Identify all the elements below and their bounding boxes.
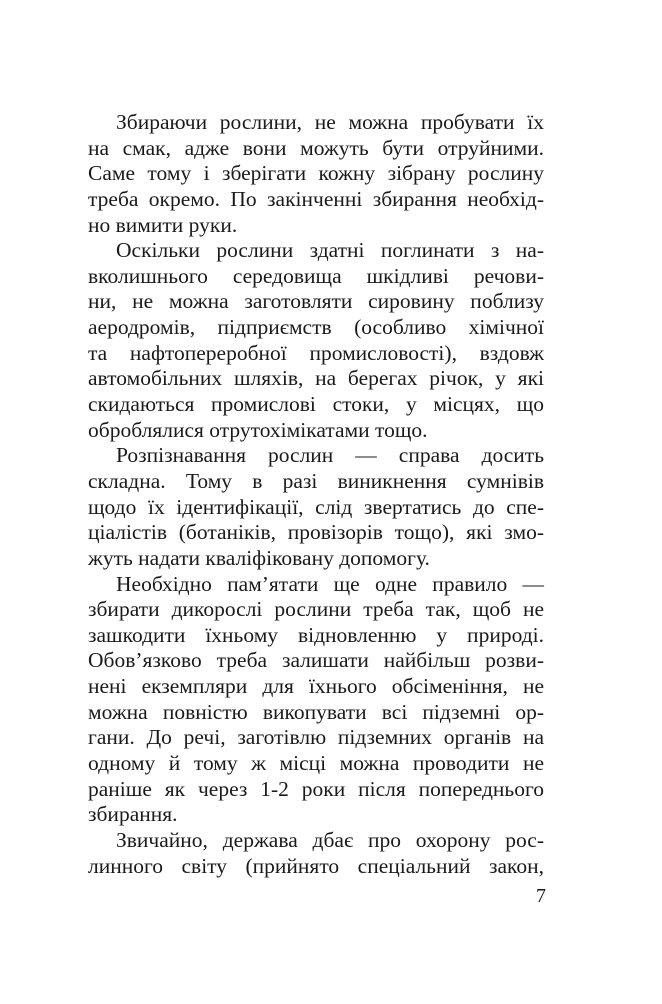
text-line: ціалістів (ботаніків, провізорів тощо), які змо-: [88, 520, 544, 545]
page-number: 7: [536, 885, 546, 907]
text-line: на смак, адже вони можуть бути отруйними.: [88, 135, 544, 160]
text-line: но вимити руки.: [88, 212, 238, 237]
body-text: [88, 110, 544, 879]
text-line: зашкодити їхньому відновленню у природі.: [88, 622, 544, 647]
text-line: одному й тому ж місці можна проводити не: [88, 751, 544, 776]
text-line: раніше як через 1-2 роки після попереднього: [88, 776, 544, 801]
text-line: Звичайно, держава дбає про охорону рос-: [116, 827, 544, 852]
text-line: аеродромів, підприємств (особливо хімічної: [88, 315, 544, 340]
text-line: Збираючи рослини, не можна пробувати їх: [116, 110, 544, 134]
text-line: Необхідно пам’ятати ще одне правило —: [116, 571, 544, 596]
text-line: автомобільних шляхів, на берегах річок, у які: [88, 366, 544, 391]
text-line: Оскільки рослини здатні поглинати з на-: [116, 238, 544, 263]
text-line: оброблялися отрутохімікатами тощо.: [88, 417, 428, 442]
text-line: збирати дикорослі рослини треба так, щоб не: [88, 597, 544, 622]
text-line: треба окремо. По закінченні збирання необхід-: [88, 186, 544, 211]
text-line: ни, не можна заготовляти сировину поблизу: [88, 289, 544, 314]
text-line: Розпізнавання рослин — справа досить: [116, 443, 544, 468]
text-line: нені екземпляри для їхнього обсіменіння, не: [88, 674, 544, 699]
text-line: гани. До речі, заготівлю підземних органів на: [88, 725, 544, 750]
text-line: вколишнього середовища шкідливі речови-: [88, 263, 544, 288]
text-line: щодо їх ідентифікації, слід звертатись до спе-: [88, 494, 544, 519]
text-line: линного світу (прийнято спеціальний закон,: [88, 853, 544, 878]
text-line: та нафтопереробної промисловості), вздовж: [88, 340, 544, 365]
text-line: Обов’язково треба залишати найбільш розви-: [88, 648, 544, 673]
text-line: збирання.: [88, 802, 178, 827]
text-line: жуть надати кваліфіковану допомогу.: [88, 545, 430, 570]
text-line: скидаються промислові стоки, у місцях, що: [88, 392, 544, 417]
text-line: складна. Тому в разі виникнення сумнівів: [88, 468, 544, 493]
text-line: Саме тому і зберігати кожну зібрану рослину: [88, 161, 544, 186]
text-line: можна повністю викопувати всі підземні ор-: [88, 699, 544, 724]
